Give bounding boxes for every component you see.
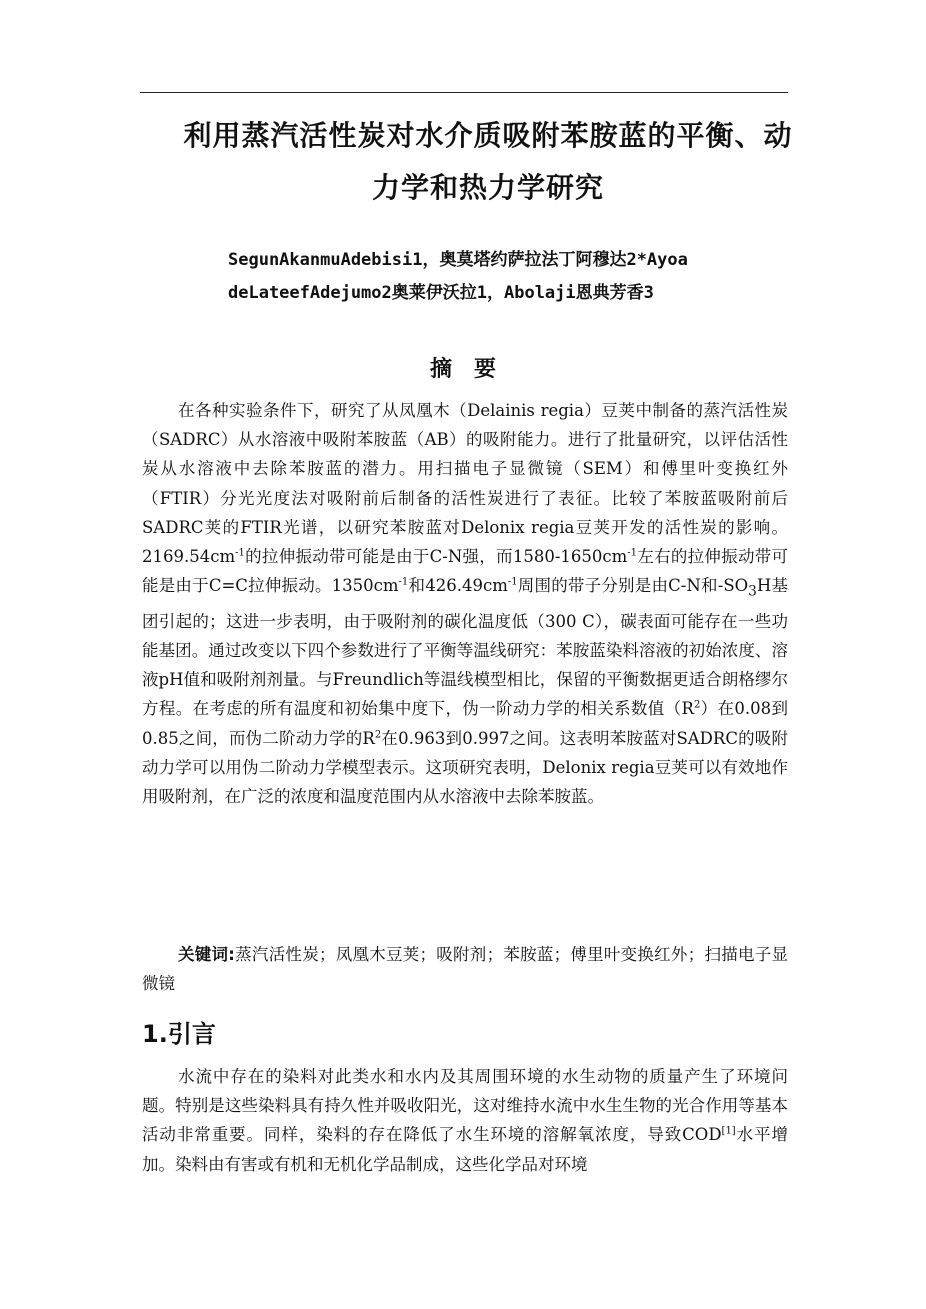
title-line-2: 力学和热力学研究 (371, 171, 604, 204)
keywords-label: 关键词: (178, 945, 235, 964)
abstract-heading: 摘要 (429, 357, 518, 382)
title-line-1: 利用蒸汽活性炭对水介质吸附苯胺蓝的平衡、动 (183, 119, 793, 152)
keywords-text: 蒸汽活性炭；凤凰木豆荚；吸附剂；苯胺蓝；傅里叶变换红外；扫描电子显微镜 (142, 945, 788, 994)
abstract-paragraph: 在各种实验条件下，研究了从凤凰木（Delainis regia）豆荚中制备的蒸汽活性炭（SADRC）从水溶液中吸附苯胺蓝（AB）的吸附能力。进行了批量研究，以评估活性炭从水溶液中去除苯胺蓝的潜力。用扫描电子显微镜（SEM）和傅里叶变换红外（FTIR）分光光度法对吸附前后制备的活性炭进行了表征。比较了苯胺蓝吸附前后SADRC荚的FTIR光谱，以研究苯胺蓝对Delonix regia豆荚开发的活性炭的影响。$2169.54cm^{-1}$的拉伸振动带可能是由于C-N强，而$1580-1650cm^{-1}$左右的拉伸振动带可能是由于C=C拉伸振动。$1350cm^{-1}$和$426.49cm^{-1}$周围的带子分别是由C-N和$-SO_3H$基团引起的；这进一步表明，由于吸附剂的碳化温度低（300 C），碳表面可能存在一些功能基团。通过改变以下四个参数进行了平衡等温线研究：苯胺蓝染料溶液的初始浓度、溶液pH值和吸附剂剂量。与Freundlich等温线模型相比，保留的平衡数据更适合朗格缪尔方程。在考虑的所有温度和初始集中度下，伪一阶动力学的相关系数值$(R^2)$在0.08到0.85之间，而伪二阶动力学的$R^2$在0.963到0.997之间。这表明苯胺蓝对SADRC的吸附动力学可以用伪二阶动力学模型表示。这项研究表明，Delonix regia豆荚可以有效地作用吸附剂，在广泛的浓度和温度范围内从水溶液中去除苯胺蓝。 (142, 401, 789, 806)
keywords-paragraph (142, 940, 788, 998)
authors-line-1: SegunAkanmuAdebisi1，奥莫塔约萨拉法丁阿穆达2*Ayoa (228, 250, 688, 270)
intro-paragraph: 水流中存在的染料对此类水和水内及其周围环境的水生动物的质量产生了环境问题。特别是这些染料具有持久性并吸收阳光，这对维持水流中水生生物的光合作用等基本活动非常重要。同样，染料的存在降低了水生环境的溶解氧浓度，导致COD[1]水平增加。染料由有害或有机和无机化学品制成，这些化学品对环境 (142, 1067, 788, 1174)
authors-line-2: deLateefAdejumo2奥莱伊沃拉1，Abolaji恩典芳香3 (228, 283, 654, 303)
citation-ref: [1] (721, 1125, 736, 1137)
section-heading-introduction: 1.引言 (142, 1020, 216, 1048)
header-rule (140, 92, 788, 93)
